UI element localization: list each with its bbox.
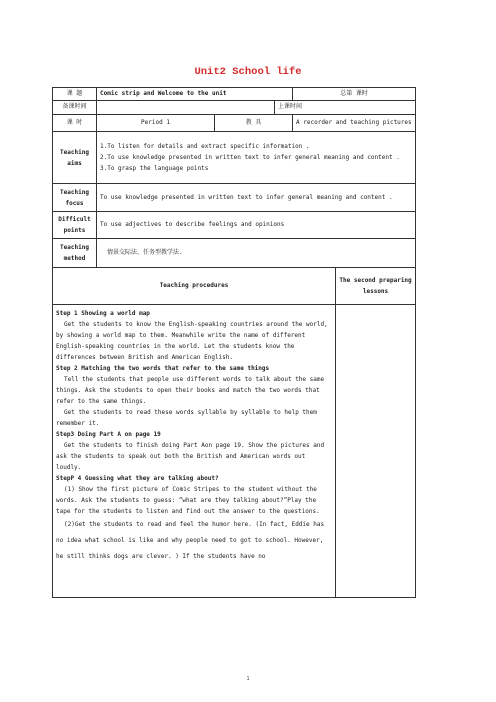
aim-item: 2.To use knowledge presented in written text to infer general meaning and content .: [100, 154, 400, 161]
method-label: Teaching method: [53, 239, 97, 268]
aids-value: A recorder and teaching pictures: [293, 115, 416, 132]
step-text: Get the students to read these words syllable by syllable to help them remember it.: [56, 409, 317, 427]
step-text: (2)Get the students to read and feel the humor here. (In fact, Eddie has no idea what school is like and why people need to got to school. However, he still thinks dogs are clever. ) If the students have no: [56, 521, 325, 560]
method-text: 情景交际法、任务型教学法.: [97, 239, 416, 268]
second-preparing-header: The second preparing lessons: [336, 268, 416, 305]
step-text: Tell the students that people use different words to talk about the same things. Ask the students to open their books and match the two words that refer to the same things.: [56, 376, 325, 405]
focus-text: To use knowledge presented in written text to infer general meaning and content .: [97, 184, 416, 212]
step-title: Step 2 Matching the two words that refer to the same things: [56, 365, 270, 372]
step-title: StepP 4 Guessing what they are talking about?: [56, 475, 219, 482]
difficult-text: To use adjectives to describe feelings and opinions: [97, 212, 416, 239]
prep-time-label: 备课时间: [53, 101, 97, 115]
page-title: Unit2 School life: [194, 66, 302, 78]
period-value: Period 1: [97, 115, 215, 132]
topic-value: Comic strip and Welcome to the unit: [97, 88, 293, 101]
procedures-header: Teaching procedures: [53, 268, 336, 305]
class-time-label: 上课时间: [275, 101, 416, 115]
step-title: Step3 Doing Part A on page 19: [56, 431, 161, 438]
step-title: Step 1 Showing a world map: [56, 310, 150, 317]
second-preparing-notes: [336, 305, 416, 598]
focus-label: Teaching focus: [53, 184, 97, 212]
difficult-label: Difficult points: [53, 212, 97, 239]
aims-label: Teaching aims: [53, 132, 97, 184]
period-label: 课 时: [53, 115, 97, 132]
lesson-plan-table: [52, 87, 416, 598]
step-text: Get the students to finish doing Part Aon page 19. Show the pictures and ask the students to speak out both the British and American words out loudly.: [56, 442, 325, 471]
aim-item: 3.To grasp the language points: [100, 165, 209, 172]
total-periods-label: 总第 课时: [293, 88, 416, 101]
page-number: 1: [246, 676, 250, 682]
aim-item: 1.To listen for details and extract specific information .: [100, 143, 310, 150]
aims-list: [97, 132, 416, 184]
step-text: Get the students to know the English-speaking countries around the world, by showing a world map to them. Meanwhile write the name of different English-speaking countries in the world. Let the students know the differences between British and American English.: [56, 321, 328, 361]
prep-time-value: [97, 101, 275, 115]
procedures-body: [53, 305, 336, 598]
step-text: (1) Show the first picture of Comic Stripes to the student without the words. Ask the students to guess: “what are they talking about?”Play the tape for the students to listen and find out the answer to the questions.: [56, 486, 320, 515]
aids-label: 教 具: [215, 115, 293, 132]
topic-label: 课 题: [53, 88, 97, 101]
